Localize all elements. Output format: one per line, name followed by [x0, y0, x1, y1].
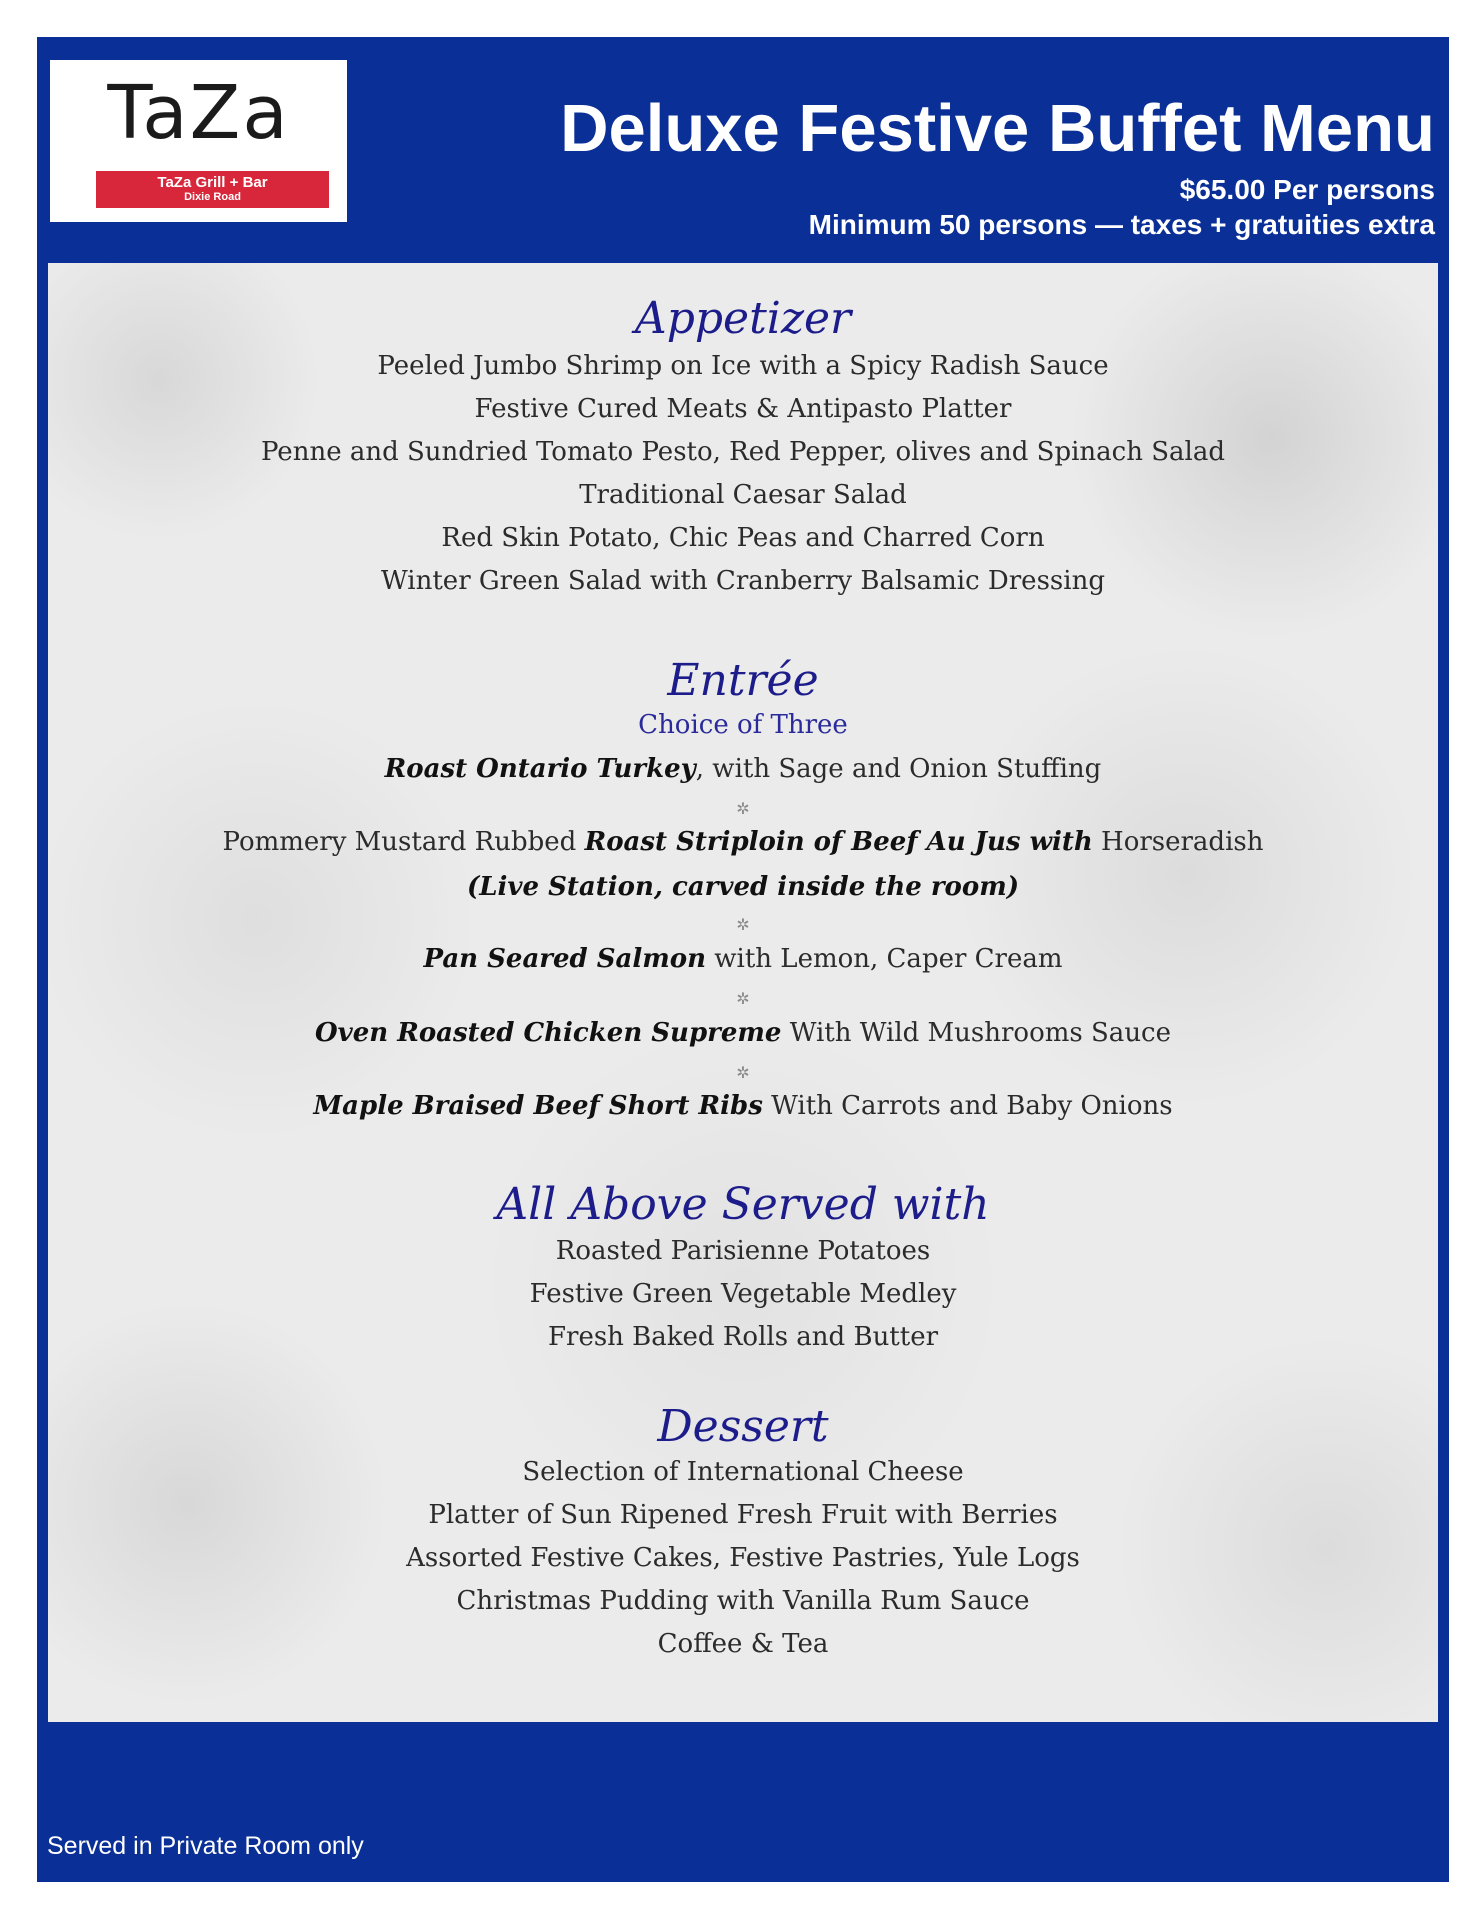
dessert-item: Coffee & Tea — [657, 1629, 829, 1659]
entree-item-post: with Lemon, Caper Cream — [706, 944, 1063, 974]
section-title-entree: Entrée — [667, 655, 819, 706]
served-with-item: Roasted Parisienne Potatoes — [555, 1236, 931, 1266]
dessert-item: Christmas Pudding with Vanilla Rum Sauce — [456, 1586, 1030, 1616]
appetizer-item: Traditional Caesar Salad — [579, 480, 907, 510]
dessert-item: Platter of Sun Ripened Fresh Fruit with Berries — [428, 1500, 1058, 1530]
entree-item-post: With Carrots and Baby Onions — [762, 1091, 1173, 1121]
appetizer-item: Peeled Jumbo Shrimp on Ice with a Spicy Radish Sauce — [377, 351, 1109, 381]
entree-item — [48, 829, 1438, 855]
entree-item-name: Roast Striploin of Beef Au Jus with — [584, 827, 1093, 857]
entree-item-post: Horseradish — [1092, 827, 1264, 857]
entree-item — [48, 1093, 1438, 1119]
entree-item-name: Roast Ontario Turkey — [384, 754, 696, 784]
logo-line-1: TaZa Grill + Bar — [157, 174, 268, 191]
appetizer-item: Festive Cured Meats & Antipasto Platter — [474, 394, 1012, 424]
separator-star-icon: ✲ — [736, 799, 750, 818]
dessert-item: Selection of International Cheese — [522, 1457, 964, 1487]
served-with-item: Fresh Baked Rolls and Butter — [547, 1322, 939, 1352]
menu-minimum-note: Minimum 50 persons — taxes + gratuities extra — [808, 209, 1435, 240]
live-station-note: (Live Station, carved inside the room) — [466, 872, 1020, 902]
section-title-dessert: Dessert — [657, 1401, 829, 1452]
separator-star-icon: ✲ — [736, 1063, 750, 1082]
entree-item — [48, 1020, 1438, 1046]
separator-star-icon: ✲ — [736, 915, 750, 934]
menu-price: $65.00 Per persons — [1179, 174, 1435, 205]
footer-note: Served in Private Room only — [47, 1832, 364, 1860]
dessert-item: Assorted Festive Cakes, Festive Pastries, Yule Logs — [406, 1543, 1080, 1573]
entree-item-post: , with Sage and Onion Stuffing — [695, 754, 1102, 784]
menu-panel — [48, 263, 1438, 1722]
logo-line-2: Dixie Road — [184, 191, 241, 203]
entree-item-post: With Wild Mushrooms Sauce — [781, 1018, 1172, 1048]
entree-subtitle: Choice of Three — [638, 710, 848, 740]
entree-item-name: Pan Seared Salmon — [423, 944, 707, 974]
served-with-item: Festive Green Vegetable Medley — [529, 1279, 957, 1309]
entree-item-pre: Pommery Mustard Rubbed — [222, 827, 585, 857]
entree-item — [48, 946, 1438, 972]
appetizer-item: Penne and Sundried Tomato Pesto, Red Pepper, olives and Spinach Salad — [260, 437, 1226, 467]
entree-item — [48, 756, 1438, 782]
entree-item-name: Maple Braised Beef Short Ribs — [313, 1091, 763, 1121]
taza-logo — [50, 60, 347, 222]
entree-item-name: Oven Roasted Chicken Supreme — [314, 1018, 782, 1048]
menu-title: Deluxe Festive Buffet Menu — [560, 91, 1435, 166]
separator-star-icon: ✲ — [736, 989, 750, 1008]
menu-frame — [37, 37, 1449, 1882]
section-title-served-with: All Above Served with — [496, 1179, 990, 1230]
logo-wordmark: TaZa — [107, 70, 290, 156]
appetizer-item: Winter Green Salad with Cranberry Balsamic Dressing — [381, 566, 1105, 596]
logo-band — [96, 171, 329, 208]
appetizer-item: Red Skin Potato, Chic Peas and Charred Corn — [441, 523, 1045, 553]
section-title-appetizer: Appetizer — [634, 293, 852, 344]
